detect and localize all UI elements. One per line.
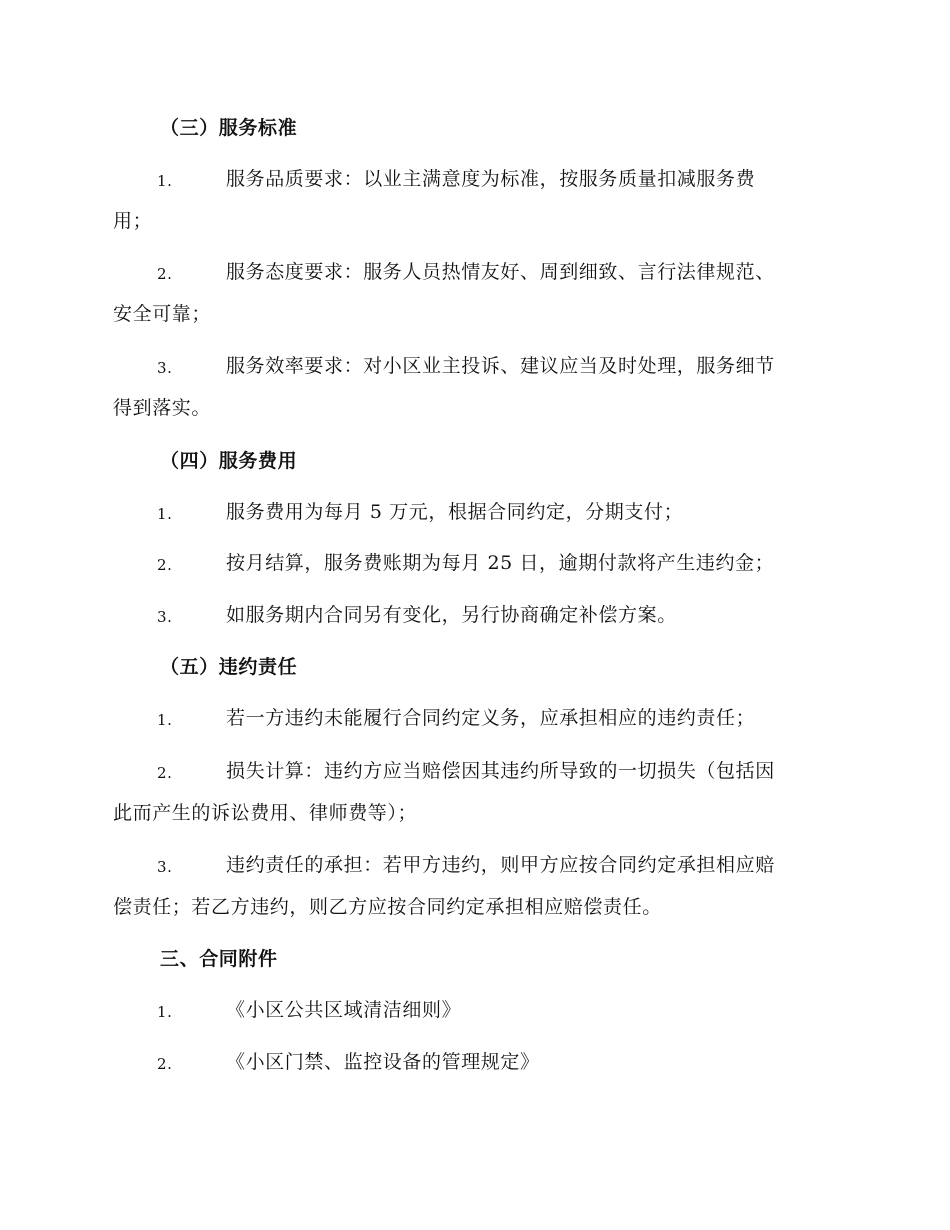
item-number: 3. — [157, 608, 173, 626]
section-heading: （三）服务标准 — [160, 117, 298, 139]
item-number: 3. — [157, 858, 173, 876]
section-heading: （四）服务费用 — [160, 450, 298, 472]
item-text: 损失计算：违约方应当赔偿因其违约所导致的一切损失（包括因 — [226, 760, 775, 782]
item-text: 如服务期内合同另有变化，另行协商确定补偿方案。 — [226, 604, 677, 626]
item-text-continuation: 安全可靠； — [113, 303, 212, 325]
item-number: 2. — [157, 265, 173, 283]
item-text: 服务态度要求：服务人员热情友好、周到细致、言行法律规范、 — [226, 261, 775, 283]
item-number: 1. — [157, 505, 173, 523]
item-text: 服务品质要求：以业主满意度为标准，按服务质量扣减服务费 — [226, 168, 756, 190]
item-number: 1. — [157, 711, 173, 729]
item-number: 2. — [157, 556, 173, 574]
item-text: 违约责任的承担：若甲方违约，则甲方应按合同约定承担相应赔 — [226, 854, 775, 876]
section-heading: 三、合同附件 — [160, 948, 278, 970]
item-text: 服务效率要求：对小区业主投诉、建议应当及时处理，服务细节 — [226, 355, 775, 377]
item-number: 3. — [157, 359, 173, 377]
section-heading: （五）违约责任 — [160, 656, 298, 678]
item-number: 2. — [157, 764, 173, 782]
item-text: 服务费用为每月 5 万元，根据合同约定，分期支付； — [226, 501, 684, 523]
item-text: 《小区门禁、监控设备的管理规定》 — [226, 1051, 540, 1073]
item-text-continuation: 偿责任；若乙方违约，则乙方应按合同约定承担相应赔偿责任。 — [113, 896, 662, 918]
item-number: 1. — [157, 172, 173, 190]
item-text-continuation: 得到落实。 — [113, 397, 212, 419]
item-number: 2. — [157, 1055, 173, 1073]
item-text-continuation: 此而产生的诉讼费用、律师费等）； — [113, 802, 418, 824]
item-number: 1. — [157, 1003, 173, 1021]
item-text: 按月结算，服务费账期为每月 25 日，逾期付款将产生违约金； — [226, 552, 775, 574]
item-text: 《小区公共区域清洁细则》 — [226, 999, 462, 1021]
item-text: 若一方违约未能履行合同约定义务，应承担相应的违约责任； — [226, 707, 756, 729]
item-text-continuation: 用； — [113, 210, 153, 232]
